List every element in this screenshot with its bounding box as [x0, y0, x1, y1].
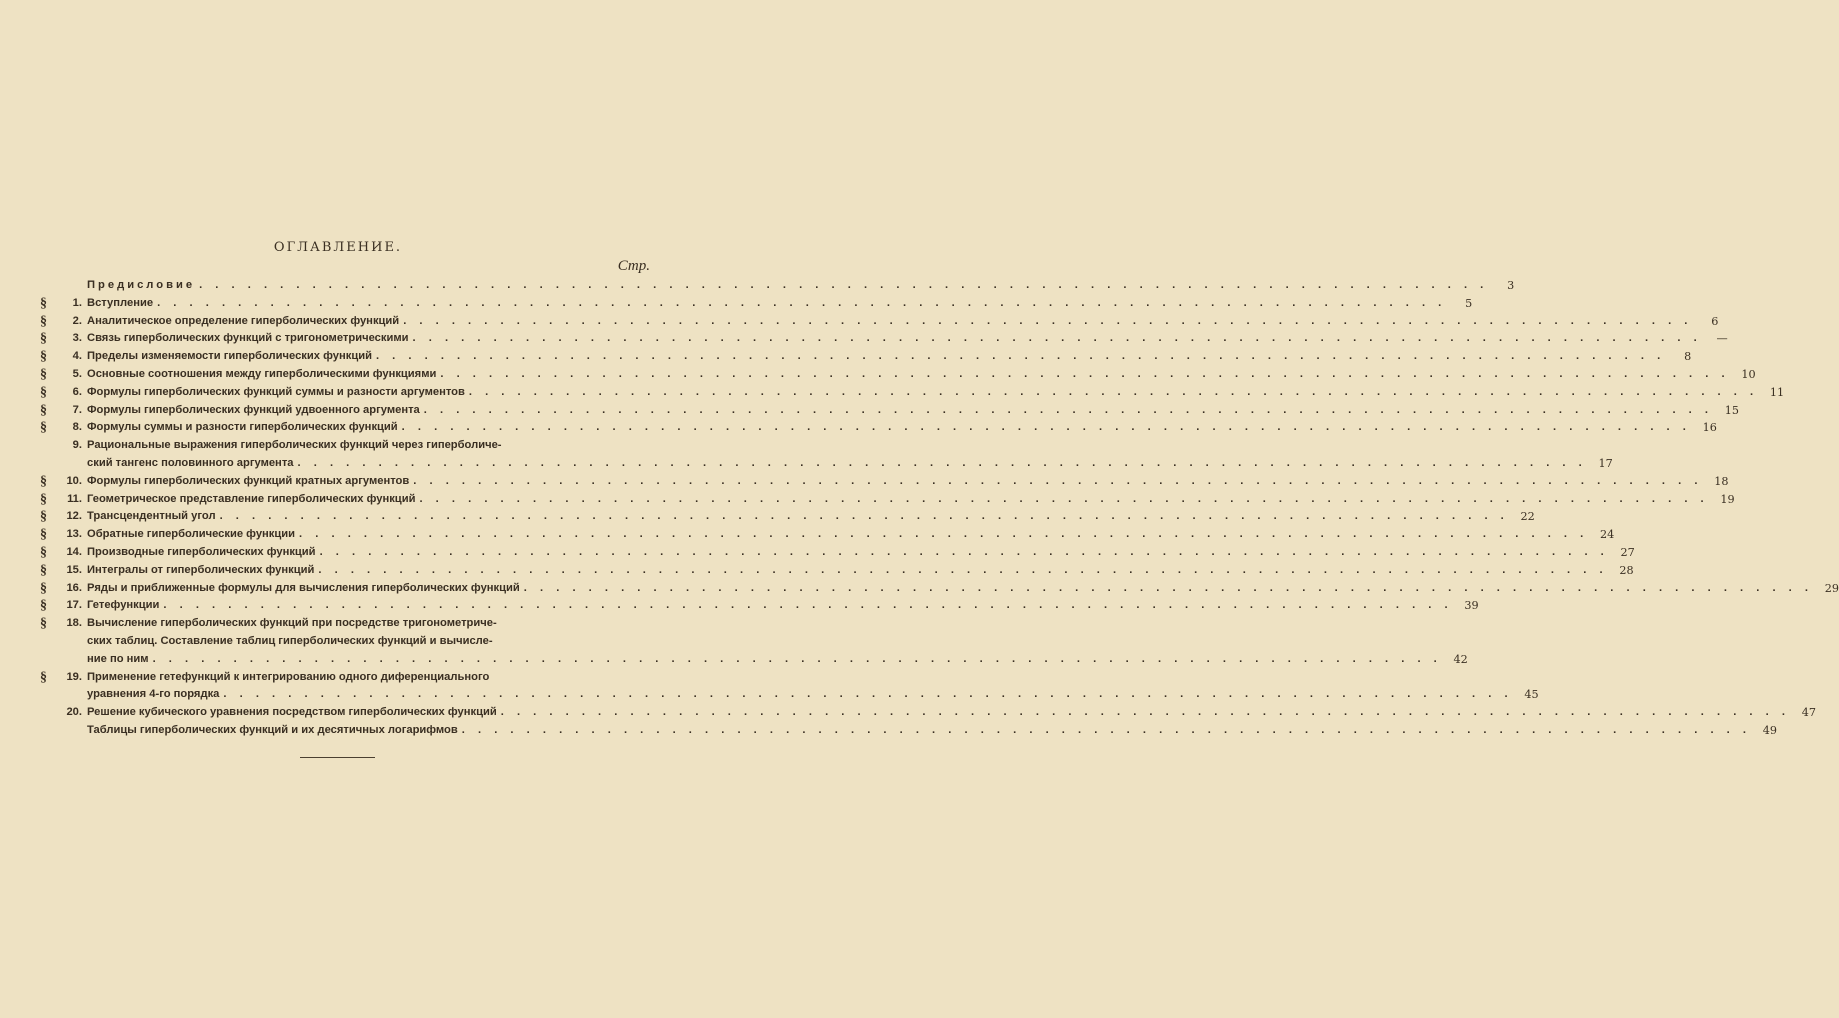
page-number: 47 — [1801, 706, 1816, 720]
entry-title: Пределы изменяемости гиперболических функций — [87, 350, 372, 363]
page-column-header: Стр. — [617, 258, 650, 274]
entry-title: Интегралы от гиперболических функций — [87, 563, 315, 576]
section-sign: § — [40, 313, 47, 329]
entry-title: Основные соотношения между гиперболическими функциями — [87, 368, 437, 380]
dot-leader: . . . . . . . . . . . . . . . . . . . . . . . . . . . . . . . . . . . . . . . . . . . . . . . . . . . . . . . . . . . . . . . . . . . . . . . . . . . . . . . . — [299, 528, 1589, 541]
entry-title: ние по ним — [87, 652, 149, 665]
toc-entry[interactable] — [40, 473, 1729, 490]
page-number: 49 — [1762, 724, 1777, 737]
page-number: 45 — [1524, 688, 1539, 702]
toc-entry[interactable] — [40, 508, 1535, 525]
toc-entry[interactable] — [40, 597, 1479, 614]
entry-title: ских таблиц. Составление таблиц гиперболических функций и вычисле- — [87, 635, 493, 647]
section-sign — [40, 651, 58, 668]
dot-leader: . . . . . . . . . . . . . . . . . . . . . . . . . . . . . . . . . . . . . . . . . . . . . . . . . . . . . . . . . . . . . . . . . . . . . . . . . . . . . . . . — [401, 421, 1691, 434]
section-sign — [40, 437, 58, 454]
page-number: 29 — [1824, 581, 1839, 595]
section-sign — [40, 686, 58, 703]
entry-number: 19. — [66, 670, 82, 683]
entry-title: Ряды и приближенные формулы для вычисления гиперболических функций — [87, 581, 520, 594]
section-sign — [40, 633, 58, 650]
page-number: 11 — [1769, 385, 1785, 399]
entry-number: 5. — [72, 368, 82, 380]
entry-title: Предисловие — [87, 279, 196, 291]
toc-entry[interactable] — [40, 419, 1717, 436]
dot-leader: . . . . . . . . . . . . . . . . . . . . . . . . . . . . . . . . . . . . . . . . . . . . . . . . . . . . . . . . . . . . . . . . . . . . . . . . . . . . . . . . — [440, 368, 1730, 380]
entry-number: 13. — [66, 528, 82, 541]
toc-entry[interactable] — [40, 455, 1613, 472]
entry-number: 18. — [66, 617, 82, 630]
toc-entry[interactable] — [40, 686, 1539, 703]
page-number: 22 — [1520, 510, 1535, 524]
toc-entry[interactable] — [40, 402, 1739, 419]
dot-leader: . . . . . . . . . . . . . . . . . . . . . . . . . . . . . . . . . . . . . . . . . . . . . . . . . . . . . . . . . . . . . . . . . . . . . . . . . . . . . . . . — [412, 332, 1702, 345]
entry-number: 6. — [72, 385, 82, 398]
toc-entry[interactable] — [40, 722, 1777, 739]
dot-leader: . . . . . . . . . . . . . . . . . . . . . . . . . . . . . . . . . . . . . . . . . . . . . . . . . . . . . . . . . . . . . . . . . . . . . . . . . . . . . . . . — [318, 563, 1608, 576]
dot-leader: . . . . . . . . . . . . . . . . . . . . . . . . . . . . . . . . . . . . . . . . . . . . . . . . . . . . . . . . . . . . . . . . . . . . . . . . . . . . . . . . — [157, 296, 1447, 309]
toc-entry[interactable] — [40, 562, 1634, 579]
entry-title: Трансцендентный угол — [87, 510, 216, 523]
entry-title: Обратные гиперболические функции — [87, 528, 296, 541]
toc-entry[interactable] — [40, 491, 1735, 508]
entry-title: Вступление — [87, 296, 154, 309]
entry-number — [58, 277, 87, 294]
section-sign — [40, 704, 58, 721]
entry-number: 11. — [67, 492, 82, 505]
section-sign: § — [40, 473, 47, 489]
section-sign — [40, 722, 58, 739]
entry-title: Формулы гиперболических функций удвоенного аргумента — [87, 403, 420, 416]
toc-entry[interactable] — [40, 526, 1615, 543]
section-sign: § — [40, 402, 47, 418]
dot-leader: . . . . . . . . . . . . . . . . . . . . . . . . . . . . . . . . . . . . . . . . . . . . . . . . . . . . . . . . . . . . . . . . . . . . . . . . . . . . . . . . — [423, 403, 1713, 416]
dot-leader: . . . . . . . . . . . . . . . . . . . . . . . . . . . . . . . . . . . . . . . . . . . . . . . . . . . . . . . . . . . . . . . . . . . . . . . . . . . . . . . . — [500, 706, 1790, 719]
page-number: 3 — [1507, 279, 1515, 292]
toc-entry[interactable] — [40, 277, 1515, 294]
entry-title: Связь гиперболических функций с тригонометрическими — [87, 332, 409, 345]
section-sign: § — [40, 491, 47, 507]
entry-title: Гетефункции — [87, 599, 160, 612]
page-title: ОГЛАВЛЕНИЕ. — [273, 240, 403, 255]
entry-number — [58, 722, 87, 739]
entry-title: ский тангенс половинного аргумента — [87, 457, 294, 469]
toc-entry[interactable] — [40, 330, 1728, 347]
page-number: 39 — [1464, 599, 1479, 613]
section-sign: § — [40, 384, 47, 400]
toc-entry[interactable] — [40, 669, 654, 686]
dot-leader: . . . . . . . . . . . . . . . . . . . . . . . . . . . . . . . . . . . . . . . . . . . . . . . . . . . . . . . . . . . . . . . . . . . . . . . . . . . . . . . . — [419, 492, 1709, 505]
entry-number: 17. — [66, 599, 82, 612]
entry-number: 9. — [72, 439, 82, 452]
entry-number — [58, 633, 87, 650]
page-number: 27 — [1620, 546, 1635, 559]
entry-number — [58, 455, 87, 472]
toc-entry[interactable] — [40, 348, 1692, 365]
entry-number: 12. — [66, 510, 82, 523]
toc-entry[interactable] — [40, 313, 1719, 330]
page-number: 8 — [1684, 350, 1692, 364]
entry-number: 20. — [66, 706, 82, 719]
entry-title: Решение кубического уравнения посредством гиперболических функций — [87, 706, 497, 719]
page-number: 10 — [1741, 368, 1756, 381]
page-number: — — [1716, 332, 1728, 346]
section-sign: § — [40, 545, 47, 560]
toc-entry[interactable] — [40, 615, 654, 632]
entry-number: 2. — [72, 314, 82, 327]
page-number: 17 — [1598, 457, 1613, 470]
entry-number: 15. — [66, 563, 82, 576]
page-number: 5 — [1465, 296, 1473, 310]
entry-number: 10. — [66, 474, 82, 487]
dot-leader: . . . . . . . . . . . . . . . . . . . . . . . . . . . . . . . . . . . . . . . . . . . . . . . . . . . . . . . . . . . . . . . . . . . . . . . . . . . . . . . . — [199, 279, 1489, 291]
section-sign: § — [40, 562, 47, 578]
page-number: 19 — [1720, 492, 1735, 506]
dot-leader: . . . . . . . . . . . . . . . . . . . . . . . . . . . . . . . . . . . . . . . . . . . . . . . . . . . . . . . . . . . . . . . . . . . . . . . . . . . . . . . . — [375, 350, 1666, 363]
toc-entry[interactable] — [40, 437, 654, 454]
dot-leader: . . . . . . . . . . . . . . . . . . . . . . . . . . . . . . . . . . . . . . . . . . . . . . . . . . . . . . . . . . . . . . . . . . . . . . . . . . . . . . . . — [297, 457, 1587, 469]
entry-number: 1. — [72, 296, 82, 309]
entry-number: 8. — [72, 421, 82, 434]
page-number: 18 — [1714, 474, 1729, 488]
dot-leader: . . . . . . . . . . . . . . . . . . . . . . . . . . . . . . . . . . . . . . . . . . . . . . . . . . . . . . . . . . . . . . . . . . . . . . . . . . . . . . . . — [461, 724, 1751, 736]
dot-leader: . . . . . . . . . . . . . . . . . . . . . . . . . . . . . . . . . . . . . . . . . . . . . . . . . . . . . . . . . . . . . . . . . . . . . . . . . . . . . . . . — [403, 314, 1693, 327]
entry-number: 7. — [72, 403, 82, 416]
dot-leader: . . . . . . . . . . . . . . . . . . . . . . . . . . . . . . . . . . . . . . . . . . . . . . . . . . . . . . . . . . . . . . . . . . . . . . . . . . . . . . . . — [468, 385, 1759, 398]
section-sign: § — [40, 598, 47, 614]
toc-entry[interactable] — [40, 704, 1816, 721]
section-sign: § — [40, 616, 47, 632]
divider — [300, 757, 375, 758]
section-sign — [40, 277, 58, 294]
dot-leader: . . . . . . . . . . . . . . . . . . . . . . . . . . . . . . . . . . . . . . . . . . . . . . . . . . . . . . . . . . . . . . . . . . . . . . . . . . . . . . . . — [413, 474, 1703, 487]
entry-title: Рациональные выражения гиперболических функций через гиперболиче- — [87, 439, 502, 452]
entry-number: 14. — [66, 546, 82, 558]
section-sign: § — [40, 367, 47, 382]
dot-leader: . . . . . . . . . . . . . . . . . . . . . . . . . . . . . . . . . . . . . . . . . . . . . . . . . . . . . . . . . . . . . . . . . . . . . . . . . . . . . . . . — [523, 581, 1814, 594]
entry-title: Формулы гиперболических функций кратных аргументов — [87, 474, 410, 487]
toc-entry[interactable] — [40, 633, 654, 650]
entry-number: 4. — [72, 350, 82, 363]
dot-leader: . . . . . . . . . . . . . . . . . . . . . . . . . . . . . . . . . . . . . . . . . . . . . . . . . . . . . . . . . . . . . . . . . . . . . . . . . . . . . . . . — [319, 546, 1609, 558]
entry-number — [58, 651, 87, 668]
page-number: 15 — [1724, 403, 1739, 417]
page-number: 42 — [1453, 652, 1468, 666]
page-number: 6 — [1711, 314, 1719, 328]
section-sign: § — [40, 349, 47, 365]
toc-entry[interactable] — [40, 580, 1839, 597]
section-sign: § — [40, 580, 47, 596]
entry-title: Аналитическое определение гиперболических функций — [87, 314, 400, 327]
toc-entry[interactable] — [40, 651, 1468, 668]
entry-number: 3. — [72, 332, 82, 345]
page-number: 28 — [1619, 563, 1634, 577]
dot-leader: . . . . . . . . . . . . . . . . . . . . . . . . . . . . . . . . . . . . . . . . . . . . . . . . . . . . . . . . . . . . . . . . . . . . . . . . . . . . . . . . — [163, 599, 1453, 612]
entry-title: Формулы суммы и разности гиперболических функций — [87, 421, 398, 434]
dot-leader: . . . . . . . . . . . . . . . . . . . . . . . . . . . . . . . . . . . . . . . . . . . . . . . . . . . . . . . . . . . . . . . . . . . . . . . . . . . . . . . . — [223, 688, 1513, 701]
section-sign — [40, 455, 58, 472]
entry-title: Вычисление гиперболических функций при посредстве тригонометриче- — [87, 617, 497, 630]
section-sign: § — [40, 527, 47, 543]
toc-entry[interactable] — [40, 295, 1473, 312]
entry-title: Геометрическое представление гиперболических функций — [87, 492, 416, 505]
toc-entry[interactable] — [40, 366, 1756, 383]
page-number: 16 — [1702, 421, 1717, 435]
entry-title: Применение гетефункций к интегрированию одного диференциального — [87, 670, 490, 683]
section-sign: § — [40, 509, 47, 525]
toc-entry[interactable] — [40, 544, 1635, 561]
toc-entry[interactable] — [40, 384, 1785, 401]
entry-title: Производные гиперболических функций — [87, 546, 316, 558]
entry-title: Формулы гиперболических функций суммы и разности аргументов — [87, 385, 465, 398]
section-sign: § — [40, 420, 47, 436]
entry-number: 16. — [66, 581, 82, 594]
section-sign: § — [40, 331, 47, 347]
entry-number — [58, 686, 87, 703]
page-number: 24 — [1600, 528, 1615, 542]
section-sign: § — [40, 295, 47, 311]
entry-title: уравнения 4-го порядка — [87, 688, 220, 701]
dot-leader: . . . . . . . . . . . . . . . . . . . . . . . . . . . . . . . . . . . . . . . . . . . . . . . . . . . . . . . . . . . . . . . . . . . . . . . . . . . . . . . . — [219, 510, 1509, 523]
section-sign: § — [40, 669, 47, 685]
dot-leader: . . . . . . . . . . . . . . . . . . . . . . . . . . . . . . . . . . . . . . . . . . . . . . . . . . . . . . . . . . . . . . . . . . . . . . . . . . . . . . . . — [152, 652, 1442, 665]
entry-title: Таблицы гиперболических функций и их десятичных логарифмов — [87, 724, 458, 736]
